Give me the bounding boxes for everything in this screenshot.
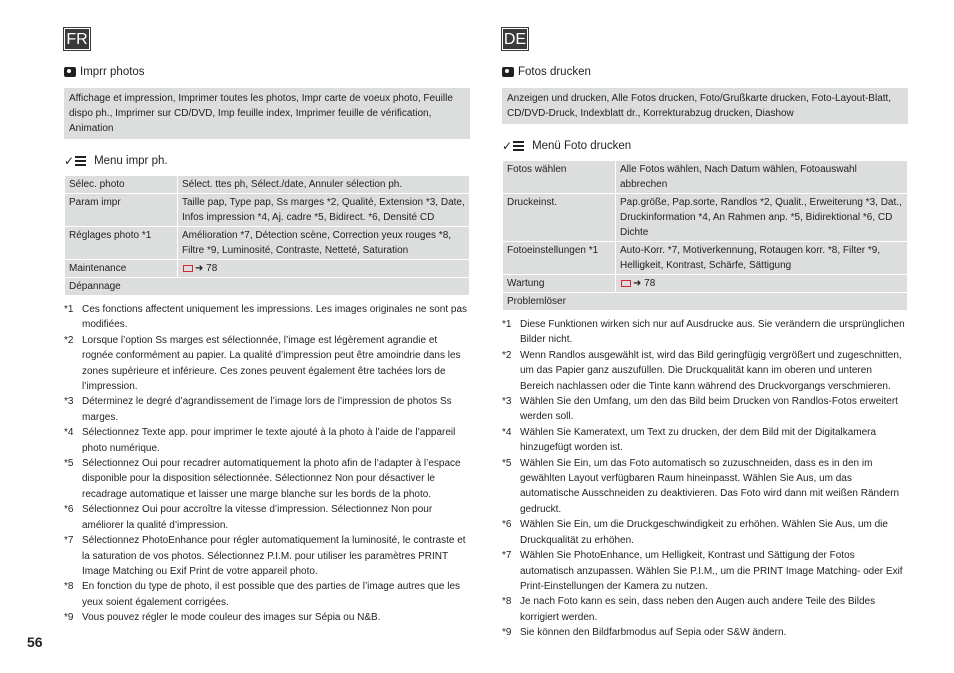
footnote-marker: *4: [502, 426, 512, 438]
table-row: [503, 275, 908, 293]
footnote-marker: *4: [64, 427, 74, 439]
footnote-marker: *7: [502, 550, 512, 562]
footnote-text: Ces fonctions affectent uniquement les impressions. Les images originales ne sont pas modifiées.: [82, 304, 468, 331]
menu-table: [502, 160, 908, 311]
footnote-marker: *1: [502, 319, 512, 330]
table-row: [65, 227, 470, 260]
row-value: [616, 275, 908, 293]
section-description: Affichage et impression, Imprimer toutes les photos, Impr carte de voeux photo, Feuille dispo ph., Imprimer sur CD/DVD, Imp feuille index, Imprimer feuille de vérification, Animation: [64, 88, 470, 139]
book-icon: [621, 280, 631, 287]
footnote: [64, 610, 470, 625]
row-key: Param impr: [65, 194, 178, 227]
footnote-marker: *7: [64, 535, 74, 547]
row-key: Fotos wählen: [503, 161, 616, 194]
footnote-text: En fonction du type de photo, il est possible que des parties de l’image autres que les yeux soient également corrigées.: [82, 581, 461, 608]
row-value: Sélect. ttes ph, Sélect./date, Annuler sélection ph.: [178, 176, 470, 194]
footnote-text: Wenn Randlos ausgewählt ist, wird das Bild geringfügig vergrößert und zugeschnitten, um das Papier ganz auszufüllen. Die Druckqualität kann im oberen und unteren Bereich nachlassen oder die Tinte kann während des Druckvorgangs verschmieren.: [520, 349, 902, 392]
footnote-text: Wählen Sie Kameratext, um Text zu drucken, der dem Bild mit der Digitalkamera hinzugefügt worden ist.: [520, 426, 877, 454]
footnote-text: Diese Funktionen wirken sich nur auf Ausdrucke aus. Sie verändern die ursprünglichen Bilder nicht.: [520, 319, 905, 346]
row-key: Fotoeinstellungen *1: [503, 242, 616, 275]
footnote-marker: *1: [64, 304, 74, 315]
arrow-icon: ➜: [195, 263, 204, 274]
menu-title: Menü Foto drucken: [532, 140, 632, 152]
row-value: Taille pap, Type pap, Ss marges *2, Qualité, Extension *3, Date, Infos impression *4, Aj. cadre *5, Bidirect. *6, Densité CD: [178, 194, 470, 227]
row-value: Amélioration *7, Détection scène, Correction yeux rouges *8, Filtre *9, Luminosité, Contraste, Netteté, Saturation: [178, 227, 470, 260]
column-fr: [64, 28, 470, 626]
row-key: Problemlöser: [503, 293, 908, 311]
footnote-marker: *5: [502, 457, 512, 469]
footnote-text: Déterminez le degré d’agrandissement de l’image lors de l’impression de photos Ss marges.: [82, 396, 452, 423]
row-key: Wartung: [503, 275, 616, 293]
footnote-marker: *8: [502, 596, 512, 608]
table-row: [65, 176, 470, 194]
footnotes: [502, 317, 908, 641]
row-key: Druckeinst.: [503, 194, 616, 242]
row-key: Sélec. photo: [65, 176, 178, 194]
row-key: Dépannage: [65, 278, 470, 296]
table-row: [503, 194, 908, 242]
table-row: [503, 161, 908, 194]
footnote-marker: *9: [64, 612, 74, 624]
camera-icon: [64, 67, 76, 77]
footnote: [502, 394, 908, 425]
footnote: [502, 348, 908, 394]
footnote-marker: *3: [502, 396, 512, 408]
footnotes: [64, 302, 470, 626]
book-icon: [183, 265, 193, 272]
footnote-marker: *2: [502, 349, 512, 361]
footnote: [502, 425, 908, 456]
table-row: [503, 242, 908, 275]
row-value: Alle Fotos wählen, Nach Datum wählen, Fotoauswahl abbrechen: [616, 161, 908, 194]
row-value: [178, 260, 470, 278]
footnote-text: Je nach Foto kann es sein, dass neben den Augen auch andere Teile des Bildes korrigiert werden.: [520, 596, 876, 623]
footnote-marker: *5: [64, 458, 74, 470]
section-heading: [64, 64, 470, 80]
footnote-text: Wählen Sie Ein, um die Druckgeschwindigkeit zu erhöhen. Wählen Sie Aus, um die Druckqualität zu erhöhen.: [520, 519, 888, 546]
section-description: Anzeigen und drucken, Alle Fotos drucken, Foto/Grußkarte drucken, Foto-Layout-Blatt, CD/DVD-Druck, Indexblatt dr., Korrekturabzug drucken, Diashow: [502, 88, 908, 124]
footnote: [64, 502, 470, 533]
footnote-text: Wählen Sie PhotoEnhance, um Helligkeit, Kontrast und Sättigung der Fotos automatisch anzupassen. Wählen Sie P.I.M., um die PRINT Image Matching- oder Exif Print-Einstellungen der Kamera zu nutzen.: [520, 550, 903, 592]
menu-list-icon: ✓: [64, 154, 86, 168]
footnote: [64, 394, 470, 425]
menu-table: [64, 175, 470, 296]
page-reference[interactable]: 78: [644, 278, 656, 289]
arrow-icon: ➜: [633, 278, 642, 289]
footnote-text: Sélectionnez Oui pour recadrer automatiquement la photo afin de l’adapter à l’espace disponible pour la disposition sélectionnée. Sélectionnez Non pour désactiver le recadrage automatique et laisser une marge blanche sur les bords de la photo.: [82, 458, 461, 500]
footnote-marker: *6: [502, 519, 512, 531]
footnote-text: Lorsque l’option Ss marges est sélectionnée, l’image est légèrement agrandie et rognée conformément au papier. La qualité d’impression peut être amoindrie dans les zones supérieure et inférieure. Ces zones peuvent également être tachées lors de l’impression.: [82, 334, 461, 393]
row-key: Maintenance: [65, 260, 178, 278]
footnote-text: Sélectionnez Texte app. pour imprimer le texte ajouté à la photo à l’aide de l’appareil photo numérique.: [82, 427, 456, 454]
footnote: [64, 579, 470, 610]
menu-heading: [502, 138, 908, 154]
footnote: [502, 456, 908, 518]
menu-heading: [64, 153, 470, 169]
row-key: Réglages photo *1: [65, 227, 178, 260]
footnote-text: Sélectionnez PhotoEnhance pour régler automatiquement la luminosité, le contraste et la saturation de vos photos. Sélectionnez P.I.M. pour utiliser les paramètres PRINT Image Matching ou Exif Print de votre appareil photo.: [82, 535, 466, 577]
page-reference[interactable]: 78: [206, 263, 218, 274]
section-title: Imprr photos: [80, 66, 145, 78]
column-de: [502, 28, 908, 641]
table-row: [65, 260, 470, 278]
footnote-marker: *8: [64, 581, 74, 593]
section-title: Fotos drucken: [518, 66, 591, 78]
camera-icon: [502, 67, 514, 77]
section-heading: [502, 64, 908, 80]
menu-title: Menu impr ph.: [94, 155, 168, 167]
footnote: [502, 517, 908, 548]
menu-list-icon: ✓: [502, 139, 524, 153]
footnote-marker: *9: [502, 627, 512, 639]
table-row: [65, 194, 470, 227]
page-number: 56: [27, 634, 43, 650]
footnote: [502, 317, 908, 348]
footnote-text: Vous pouvez régler le mode couleur des images sur Sépia ou N&B.: [82, 612, 381, 624]
footnote: [64, 333, 470, 395]
footnote: [502, 625, 908, 640]
row-value: Auto-Korr. *7, Motiverkennung, Rotaugen korr. *8, Filter *9, Helligkeit, Kontrast, Schärfe, Sättigung: [616, 242, 908, 275]
footnote-marker: *2: [64, 334, 74, 346]
footnote-text: Sie können den Bildfarbmodus auf Sepia oder S&W ändern.: [520, 627, 787, 639]
footnote-text: Wählen Sie den Umfang, um den das Bild beim Drucken von Randlos-Fotos erweitert werden soll.: [520, 396, 898, 423]
footnote: [64, 425, 470, 456]
footnote: [64, 302, 470, 333]
footnote: [502, 594, 908, 625]
footnote: [64, 456, 470, 502]
table-row: [65, 278, 470, 296]
language-badge: DE: [502, 28, 528, 50]
footnote-text: Wählen Sie Ein, um das Foto automatisch so zuzuschneiden, dass es in den im gewählten Layout verfügbaren Raum hineinpasst. Wählen Sie Aus, um das automatische Ausschneiden zu deaktivieren. Das Foto wird dann mit weißen Rändern gedruckt.: [520, 457, 900, 515]
footnote: [502, 548, 908, 594]
table-row: [503, 293, 908, 311]
language-badge: FR: [64, 28, 90, 50]
footnote-text: Sélectionnez Oui pour accroître la vitesse d’impression. Sélectionnez Non pour améliorer la qualité d’impression.: [82, 504, 433, 531]
row-value: Pap.größe, Pap.sorte, Randlos *2, Qualit., Erweiterung *3, Dat., Druckinformation *4, An Rahmen anp. *5, Bidirektional *6, CD Dichte: [616, 194, 908, 242]
footnote: [64, 533, 470, 579]
footnote-marker: *6: [64, 504, 74, 516]
footnote-marker: *3: [64, 396, 74, 408]
